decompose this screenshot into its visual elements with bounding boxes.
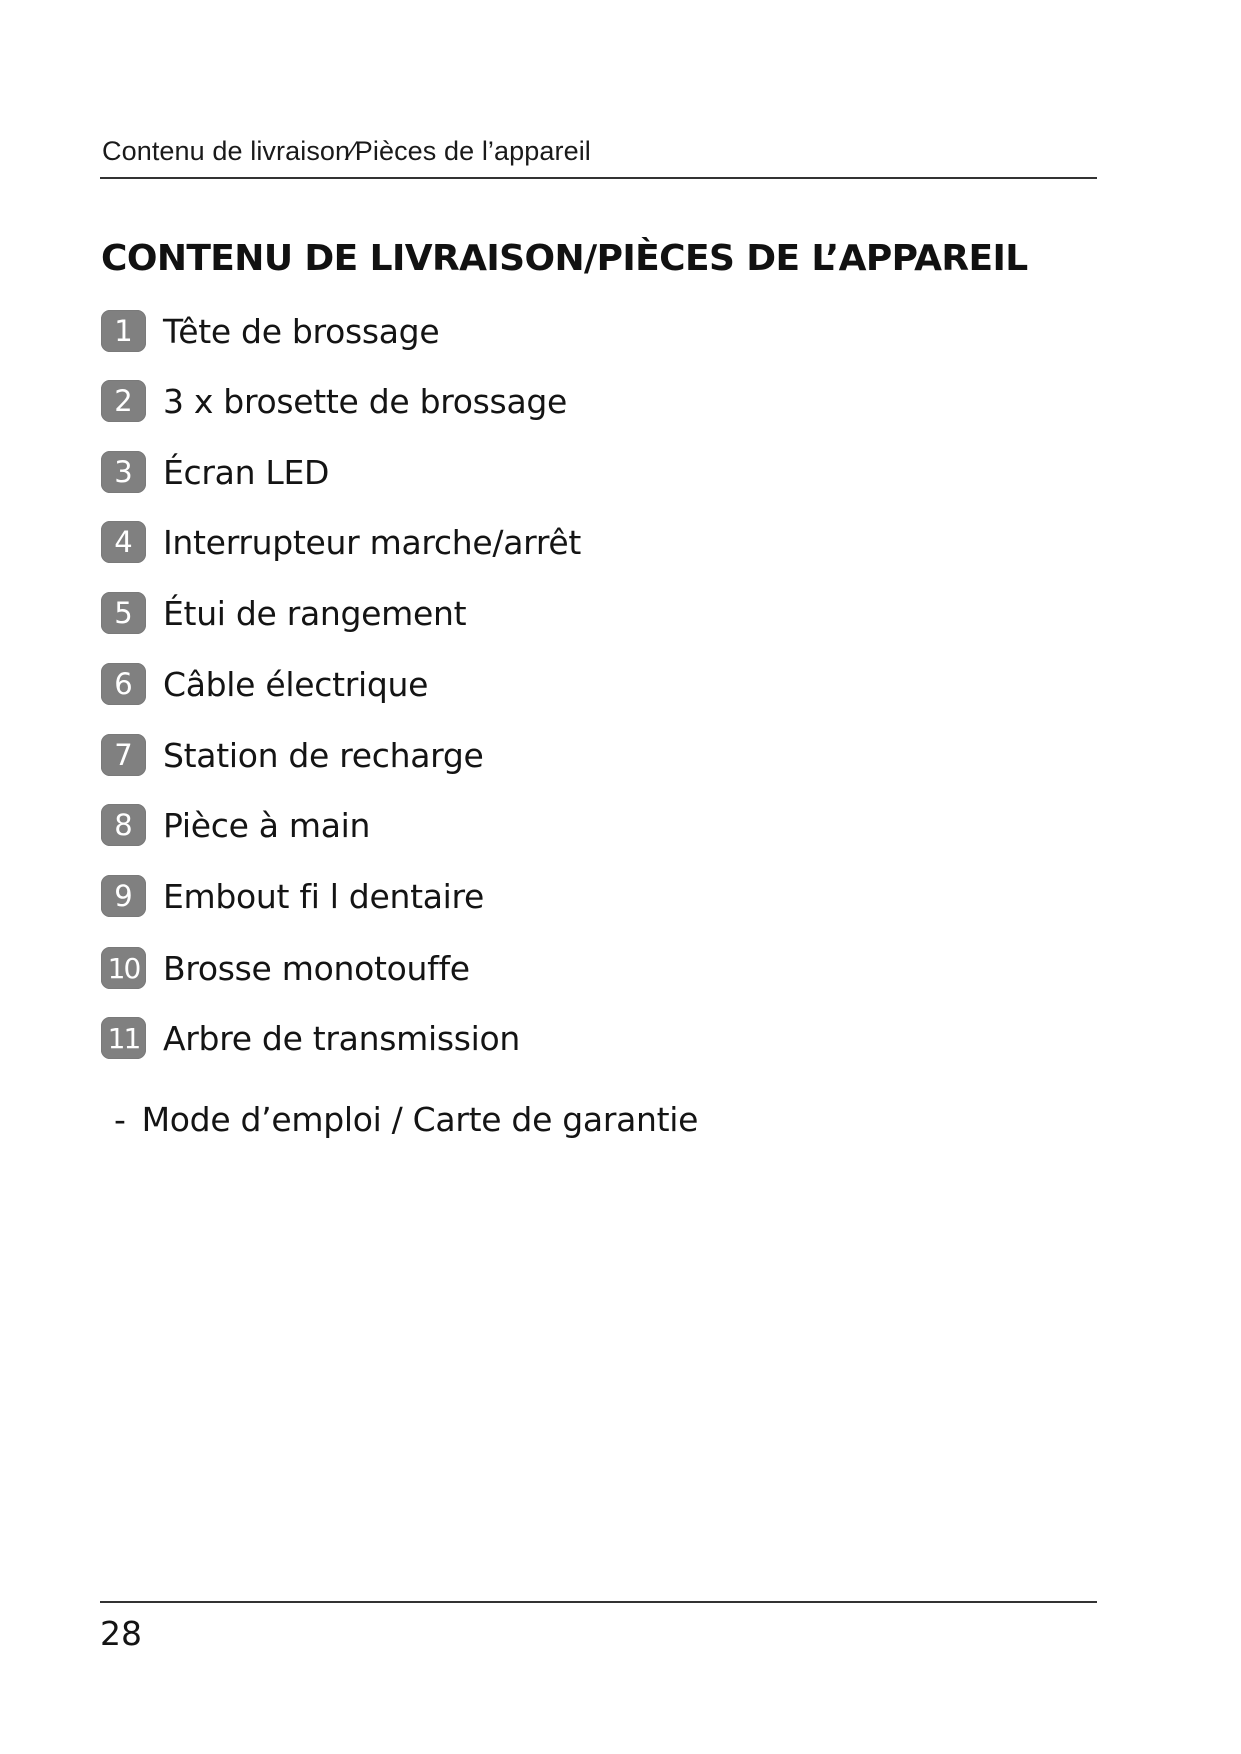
part-item <box>101 449 329 495</box>
part-number-badge: 1 <box>101 310 146 352</box>
part-item <box>101 945 470 991</box>
part-number-badge: 7 <box>101 734 146 776</box>
part-label: Étui de rangement <box>163 593 467 633</box>
part-item <box>101 873 484 919</box>
part-label: Écran LED <box>163 452 330 492</box>
part-item <box>101 802 370 848</box>
part-item <box>101 308 439 354</box>
part-label: Station de recharge <box>163 735 484 775</box>
part-label: Embout fi l dentaire <box>163 876 485 916</box>
part-number-badge: 10 <box>101 947 146 989</box>
extra-label: Mode d’emploi / Carte de garantie <box>141 1099 699 1139</box>
part-item <box>101 590 466 636</box>
part-label: 3 x brosette de brossage <box>163 381 568 421</box>
page-number: 28 <box>100 1614 142 1653</box>
section-title: CONTENU DE LIVRAISON/PIÈCES DE L’APPAREIL <box>101 238 1028 279</box>
part-label: Câble électrique <box>163 664 429 704</box>
header-divider <box>100 177 1097 179</box>
part-number-badge: 9 <box>101 875 146 917</box>
part-item <box>101 519 581 565</box>
extra-item <box>114 1096 698 1142</box>
part-number-badge: 2 <box>101 380 146 422</box>
part-item <box>101 732 484 778</box>
part-label: Interrupteur marche/arrêt <box>163 522 582 562</box>
running-header: Contenu de livraison∕Pièces de l’appareil <box>102 136 591 166</box>
part-label: Brosse monotouffe <box>163 948 470 988</box>
dash-bullet: - <box>114 1099 126 1139</box>
part-number-badge: 8 <box>101 804 146 846</box>
part-label: Tête de brossage <box>163 311 440 351</box>
part-label: Pièce à main <box>163 805 371 845</box>
footer-divider <box>100 1601 1097 1603</box>
part-number-badge: 11 <box>101 1017 146 1059</box>
part-label: Arbre de transmission <box>163 1018 520 1058</box>
part-number-badge: 5 <box>101 592 146 634</box>
part-number-badge: 4 <box>101 521 146 563</box>
part-item <box>101 378 567 424</box>
part-number-badge: 6 <box>101 663 146 705</box>
part-item <box>101 661 428 707</box>
part-item <box>101 1015 520 1061</box>
part-number-badge: 3 <box>101 451 146 493</box>
